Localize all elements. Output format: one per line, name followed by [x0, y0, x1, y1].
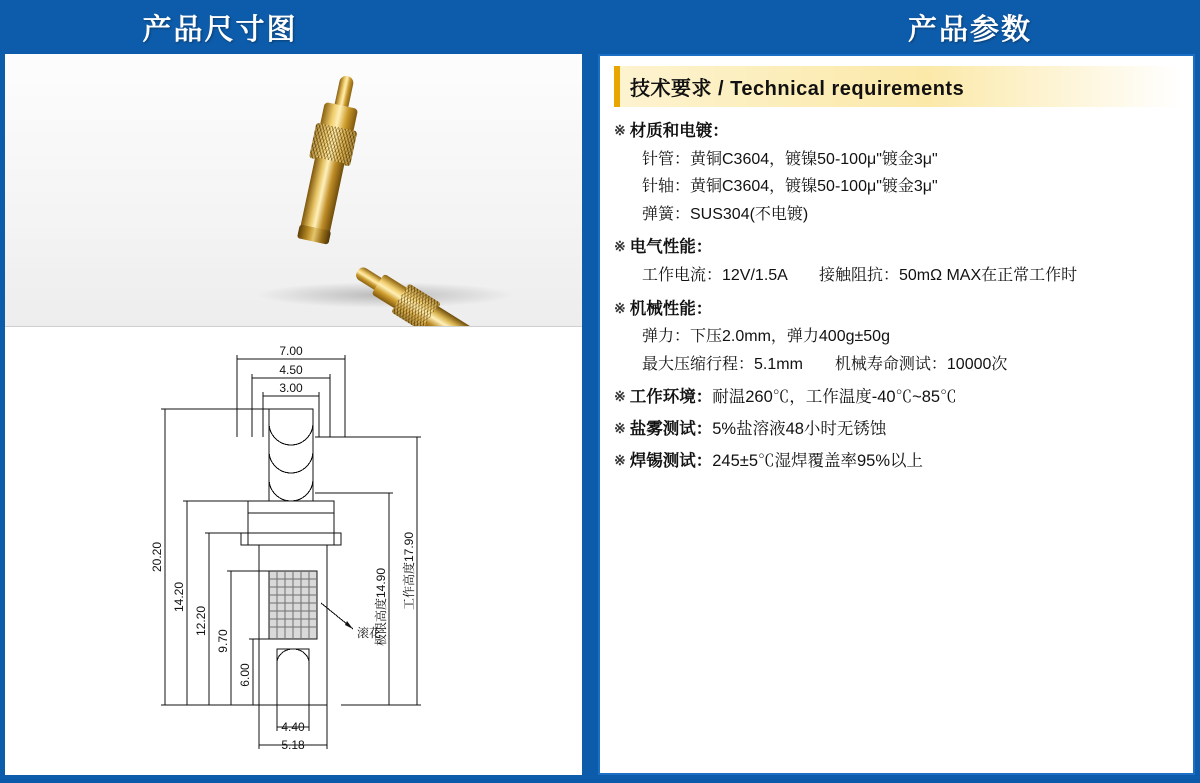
- spec-heading: 机械性能：: [629, 299, 713, 318]
- dim-12-20: 12.20: [194, 605, 208, 637]
- bullet-icon: ※: [614, 420, 626, 437]
- spec-inline-value: 245±5℃湿焊覆盖率95%以上: [712, 451, 924, 470]
- technical-drawing: [5, 327, 582, 775]
- spec-line: 最大压缩行程：5.1mm 机械寿命测试：10000次: [642, 355, 1008, 373]
- dim-5-18: 5.18: [281, 738, 305, 752]
- bullet-icon: ※: [614, 238, 626, 255]
- spec-material-plating: [614, 119, 1181, 228]
- technical-requirements-title: 技术要求 / Technical requirements: [614, 66, 1181, 107]
- spec-solder-test: [614, 449, 1181, 474]
- label-knurl: 滚花: [357, 626, 382, 640]
- spec-electrical: [614, 235, 1181, 289]
- bullet-icon: ※: [614, 122, 626, 138]
- spec-inline-value: 耐温260℃，工作温度-40℃~85℃: [712, 388, 957, 407]
- spec-line: 针轴：黄铜C3604，镀镍50-100μ"镀金3μ": [642, 178, 938, 196]
- spec-mechanical: [614, 297, 1181, 379]
- pin-body: [300, 157, 345, 236]
- section-headers: [0, 0, 1200, 54]
- spec-list: [614, 119, 1181, 474]
- label-limit-height: 极限高度14.90: [374, 567, 388, 647]
- spec-heading: 电气性能：: [629, 238, 713, 257]
- dim-6-00: 6.00: [238, 663, 252, 687]
- spec-working-environment: [614, 385, 1181, 410]
- product-parameters-panel: [598, 54, 1195, 775]
- spec-heading: 焊锡测试：: [629, 451, 713, 470]
- spec-line: 针管：黄铜C3604，镀镍50-100μ"镀金3μ": [642, 150, 938, 168]
- spec-heading: 材质和电镀：: [629, 122, 729, 140]
- dim-14-20: 14.20: [172, 581, 186, 613]
- dim-20-20: 20.20: [150, 541, 164, 573]
- spec-line: 弹簧：SUS304(不电镀): [642, 205, 809, 223]
- bullet-icon: ※: [614, 451, 626, 468]
- spec-line: 弹力：下压2.0mm，弹力400g±50g: [642, 328, 890, 346]
- pogo-pin-vertical-image: [286, 71, 370, 266]
- dim-4-50: 4.50: [279, 363, 303, 377]
- header-product-parameters: 产品参数: [907, 13, 1032, 46]
- product-dimension-panel: [5, 54, 582, 775]
- spec-heading: 工作环境：: [629, 388, 713, 407]
- dim-9-70: 9.70: [216, 629, 230, 653]
- spec-heading: 盐雾测试：: [629, 420, 713, 439]
- pin2-body: [423, 306, 498, 327]
- product-photo: [5, 54, 582, 327]
- label-work-height: 工作高度17.90: [402, 531, 416, 611]
- bullet-icon: ※: [614, 388, 626, 405]
- dim-3-00: 3.00: [279, 381, 303, 395]
- panels-container: [0, 54, 1200, 783]
- header-product-dimensions: 产品尺寸图: [142, 13, 298, 46]
- dim-7-00: 7.00: [279, 344, 303, 358]
- spec-line: 工作电流：12V/1.5A 接触阻抗：50mΩ MAX在正常工作时: [642, 267, 1078, 285]
- spec-salt-spray-test: [614, 417, 1181, 442]
- dim-4-40: 4.40: [281, 720, 305, 734]
- bullet-icon: ※: [614, 299, 626, 316]
- spec-inline-value: 5%盐溶液48小时无锈蚀: [712, 420, 887, 439]
- drawing-svg: [5, 327, 582, 775]
